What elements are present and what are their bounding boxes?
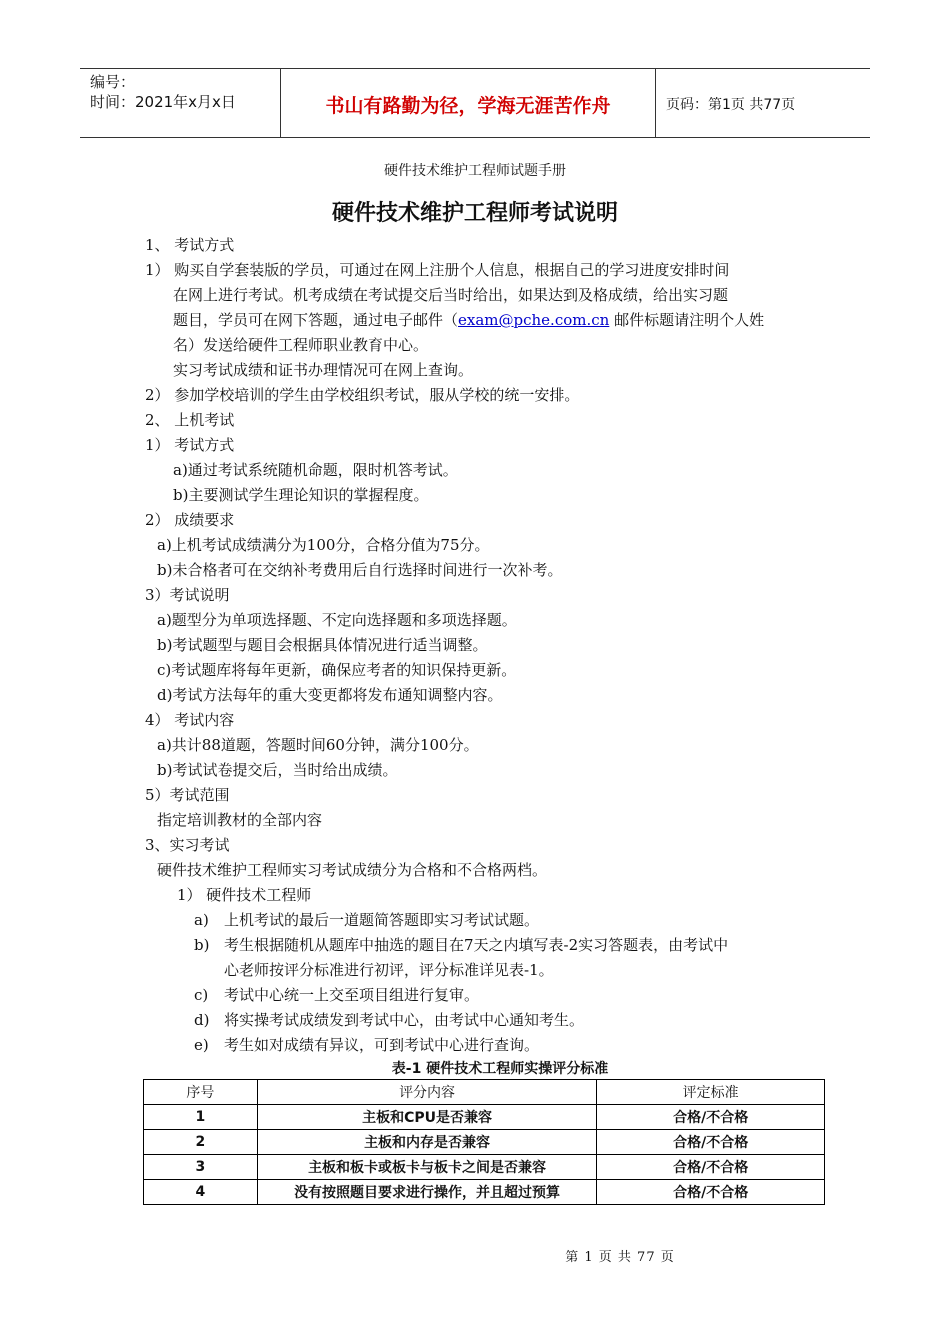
- list-item: 考生如对成绩有异议，可到考试中心进行查询。: [224, 1036, 540, 1054]
- paragraph-text: 邮件标题请注明个人姓: [609, 311, 765, 329]
- list-item: c)考试题库将每年更新，确保应考者的知识保持更新。: [157, 661, 517, 679]
- subsection-heading: 2） 成绩要求: [145, 511, 235, 529]
- table-cell: 4: [144, 1180, 258, 1205]
- list-item: a)共计88道题，答题时间60分钟，满分100分。: [157, 736, 479, 754]
- header-page-cell: [656, 69, 870, 137]
- serial-label: 编号：: [90, 73, 136, 91]
- section-heading: 2、 上机考试: [145, 411, 235, 429]
- table-cell: 合格/不合格: [597, 1105, 825, 1130]
- table-row: [144, 1130, 825, 1155]
- table-header-row: [144, 1080, 825, 1105]
- table-caption: 表-1 硬件技术工程师实操评分标准: [391, 1061, 609, 1077]
- list-item: 将实操考试成绩发到考试中心，由考试中心通知考生。: [224, 1011, 585, 1029]
- column-header: 评定标准: [597, 1080, 825, 1105]
- paragraph-line: 指定培训教材的全部内容: [157, 811, 323, 829]
- paragraph-line: 实习考试成绩和证书办理情况可在网上查询。: [173, 361, 474, 379]
- column-header: 评分内容: [257, 1080, 596, 1105]
- list-item: b)考试试卷提交后，当时给出成绩。: [157, 761, 398, 779]
- paragraph-line: 1） 购买自学套装版的学员，可通过在网上注册个人信息，根据自己的学习进度安排时间: [145, 261, 730, 279]
- table-cell: 3: [144, 1155, 258, 1180]
- table-cell: 合格/不合格: [597, 1130, 825, 1155]
- list-item: 考试中心统一上交至项目组进行复审。: [224, 986, 480, 1004]
- date-label: 时间：2021年x月x日: [90, 93, 236, 111]
- email-link[interactable]: exam@pche.com.cn: [458, 311, 610, 329]
- table-cell: 主板和CPU是否兼容: [257, 1105, 596, 1130]
- page-footer: 第 1 页 共 77 页: [565, 1250, 675, 1265]
- list-item: a)上机考试成绩满分为100分，合格分值为75分。: [157, 536, 490, 554]
- section-heading: 1、 考试方式: [145, 236, 235, 254]
- subsection-heading: 3）考试说明: [145, 586, 230, 604]
- table-row: [144, 1180, 825, 1205]
- table-cell: 没有按照题目要求进行操作，并且超过预算: [257, 1180, 596, 1205]
- table-cell: 主板和板卡或板卡与板卡之间是否兼容: [257, 1155, 596, 1180]
- header-motto-cell: [280, 69, 656, 137]
- list-item: b)考试题型与题目会根据具体情况进行适当调整。: [157, 636, 488, 654]
- table-cell: 主板和内存是否兼容: [257, 1130, 596, 1155]
- motto-text: 书山有路勤为径，学海无涯苦作舟: [325, 95, 611, 117]
- paragraph-line: 名）发送给硬件工程师职业教育中心。: [173, 336, 429, 354]
- table-cell: 2: [144, 1130, 258, 1155]
- subsection-heading: 1） 硬件技术工程师: [177, 886, 312, 904]
- subsection-heading: 4） 考试内容: [145, 711, 235, 729]
- list-item: a)通过考试系统随机命题，限时机答考试。: [173, 461, 458, 479]
- table-row: [144, 1105, 825, 1130]
- page-header: [80, 68, 870, 138]
- list-item: 考生根据随机从题库中抽选的题目在7天之内填写表-2实习答题表，由考试中: [224, 936, 729, 954]
- column-header: 序号: [144, 1080, 258, 1105]
- paragraph-line: 在网上进行考试。机考成绩在考试提交后当时给出，如果达到及格成绩，给出实习题: [173, 286, 729, 304]
- list-marker: b): [194, 936, 210, 954]
- document-title: 硬件技术维护工程师考试说明: [331, 201, 618, 226]
- subsection-heading: 5）考试范围: [145, 786, 230, 804]
- list-item: b)未合格者可在交纳补考费用后自行选择时间进行一次补考。: [157, 561, 563, 579]
- list-item: 心老师按评分标准进行初评，评分标准详见表-1。: [224, 961, 554, 979]
- list-item: 上机考试的最后一道题简答题即实习考试试题。: [224, 911, 540, 929]
- list-item: d)考试方法每年的重大变更都将发布通知调整内容。: [157, 686, 503, 704]
- list-marker: c): [194, 986, 209, 1004]
- paragraph-line: 硬件技术维护工程师实习考试成绩分为合格和不合格两档。: [157, 861, 548, 879]
- scoring-table: [143, 1079, 825, 1205]
- list-item: a)题型分为单项选择题、不定向选择题和多项选择题。: [157, 611, 517, 629]
- table-cell: 1: [144, 1105, 258, 1130]
- list-marker: d): [194, 1011, 210, 1029]
- header-meta-cell: [80, 69, 280, 137]
- paragraph-line: [173, 309, 764, 331]
- paragraph-text: 题目，学员可在网下答题，通过电子邮件（: [173, 311, 459, 329]
- page-info: 页码：第1页 共77页: [666, 97, 796, 113]
- section-heading: 3、实习考试: [145, 836, 230, 854]
- list-marker: e): [194, 1036, 209, 1054]
- list-marker: a): [194, 911, 209, 929]
- table-cell: 合格/不合格: [597, 1180, 825, 1205]
- document-subtitle: 硬件技术维护工程师试题手册: [384, 163, 566, 179]
- table-cell: 合格/不合格: [597, 1155, 825, 1180]
- subsection-heading: 1） 考试方式: [145, 436, 235, 454]
- list-item: b)主要测试学生理论知识的掌握程度。: [173, 486, 429, 504]
- table-row: [144, 1155, 825, 1180]
- paragraph-line: 2） 参加学校培训的学生由学校组织考试，服从学校的统一安排。: [145, 386, 580, 404]
